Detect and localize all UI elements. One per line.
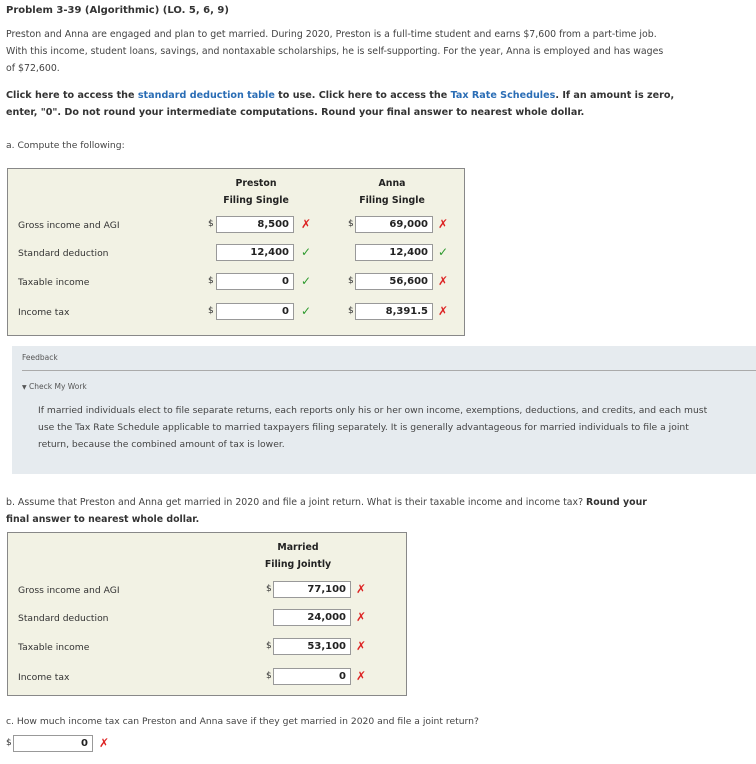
dollar-sign: $ xyxy=(6,738,12,748)
instructions xyxy=(6,87,746,121)
anna-name: Anna xyxy=(378,178,406,189)
dollar-sign: $ xyxy=(266,641,272,651)
row-label: Taxable income xyxy=(18,642,90,653)
joint-gross-income-input[interactable]: 77,100 xyxy=(273,581,351,598)
preston-standard-deduction-input[interactable]: 12,400 xyxy=(216,244,294,261)
incorrect-icon: ✗ xyxy=(438,217,449,231)
part-b-prompt xyxy=(6,494,746,528)
problem-title: Problem 3-39 (Algorithmic) (LO. 5, 6, 9) xyxy=(6,5,229,16)
feedback-line-2: use the Tax Rate Schedule applicable to married taxpayers filing separately. It is generally advantageous for married individuals to file a joint xyxy=(38,422,689,433)
row-label: Gross income and AGI xyxy=(18,585,120,596)
anna-gross-income-input[interactable]: 69,000 xyxy=(355,216,433,233)
row-label: Income tax xyxy=(18,307,70,318)
joint-income-tax-input[interactable]: 0 xyxy=(273,668,351,685)
anna-taxable-income-input[interactable]: 56,600 xyxy=(355,273,433,290)
standard-deduction-table-link[interactable]: standard deduction table xyxy=(137,90,275,101)
preston-gross-income-input[interactable]: 8,500 xyxy=(216,216,294,233)
correct-check-icon: ✓ xyxy=(301,245,312,259)
row-label: Gross income and AGI xyxy=(18,220,120,231)
intro-line-3: of $72,600. xyxy=(6,63,60,74)
problem-intro xyxy=(6,26,746,77)
row-label: Standard deduction xyxy=(18,248,109,259)
dollar-sign: $ xyxy=(208,219,214,229)
feedback-label: Feedback xyxy=(22,353,58,362)
dollar-sign: $ xyxy=(266,584,272,594)
part-a-prompt: a. Compute the following: xyxy=(6,140,125,151)
feedback-line-1: If married individuals elect to file separate returns, each reports only his or her own income, exemptions, deductions, and credits, and each must xyxy=(38,405,708,416)
tax-savings-input[interactable]: 0 xyxy=(13,735,93,752)
anna-standard-deduction-input[interactable]: 12,400 xyxy=(355,244,433,261)
incorrect-icon: ✗ xyxy=(356,610,367,624)
incorrect-icon: ✗ xyxy=(438,304,449,318)
incorrect-icon: ✗ xyxy=(301,217,312,231)
preston-taxable-income-input[interactable]: 0 xyxy=(216,273,294,290)
part-b-bold: Round your xyxy=(586,497,647,508)
part-b-text: b. Assume that Preston and Anna get married in 2020 and file a joint return. What is their taxable income and income tax? xyxy=(6,497,587,508)
instr-text: Click here to access the xyxy=(6,90,138,101)
row-label: Standard deduction xyxy=(18,613,109,624)
dollar-sign: $ xyxy=(348,276,354,286)
row-label: Income tax xyxy=(18,672,70,683)
anna-status: Filing Single xyxy=(359,195,425,206)
feedback-text xyxy=(38,402,754,453)
married-status: Filing Jointly xyxy=(264,559,332,570)
instr-text-post: . If an amount is zero, xyxy=(555,90,675,101)
correct-check-icon: ✓ xyxy=(301,274,312,288)
part-a-table xyxy=(7,168,465,336)
preston-name: Preston xyxy=(235,178,277,189)
preston-income-tax-input[interactable]: 0 xyxy=(216,303,294,320)
feedback-divider xyxy=(22,370,756,371)
incorrect-icon: ✗ xyxy=(356,639,367,653)
preston-status: Filing Single xyxy=(223,195,289,206)
correct-check-icon: ✓ xyxy=(301,304,312,318)
part-c-prompt: c. How much income tax can Preston and Anna save if they get married in 2020 and file a joint return? xyxy=(6,716,479,727)
instr-line-2: enter, "0". Do not round your intermediate computations. Round your final answer to nearest whole dollar. xyxy=(6,107,585,118)
tax-rate-schedules-link[interactable]: Tax Rate Schedules xyxy=(450,90,556,101)
feedback-line-3: return, because the combined amount of tax is lower. xyxy=(38,439,285,450)
dollar-sign: $ xyxy=(208,276,214,286)
intro-line-2: With this income, student loans, savings, and nontaxable scholarships, he is self-supporting. For the year, Anna is employed and has wages xyxy=(6,46,664,57)
correct-check-icon: ✓ xyxy=(438,245,449,259)
dollar-sign: $ xyxy=(208,306,214,316)
incorrect-icon: ✗ xyxy=(356,582,367,596)
anna-income-tax-input[interactable]: 8,391.5 xyxy=(355,303,433,320)
feedback-panel xyxy=(12,346,756,474)
married-name: Married xyxy=(277,542,319,553)
anna-column-header xyxy=(342,175,442,209)
part-b-table xyxy=(7,532,407,696)
intro-line-1: Preston and Anna are engaged and plan to get married. During 2020, Preston is a full-time student and earns $7,600 from a part-time job. xyxy=(6,29,657,40)
collapse-triangle-icon: ▼ xyxy=(22,384,27,391)
check-my-work-toggle[interactable] xyxy=(22,382,87,391)
dollar-sign: $ xyxy=(348,306,354,316)
married-column-header xyxy=(248,539,348,573)
joint-standard-deduction-input[interactable]: 24,000 xyxy=(273,609,351,626)
joint-taxable-income-input[interactable]: 53,100 xyxy=(273,638,351,655)
instr-text-mid: to use. Click here to access the xyxy=(274,90,451,101)
row-label: Taxable income xyxy=(18,277,90,288)
part-b-line-2: final answer to nearest whole dollar. xyxy=(6,514,200,525)
incorrect-icon: ✗ xyxy=(356,669,367,683)
dollar-sign: $ xyxy=(266,671,272,681)
incorrect-icon: ✗ xyxy=(99,736,110,750)
incorrect-icon: ✗ xyxy=(438,274,449,288)
dollar-sign: $ xyxy=(348,219,354,229)
preston-column-header xyxy=(206,175,306,209)
check-my-work-label: Check My Work xyxy=(29,382,87,391)
